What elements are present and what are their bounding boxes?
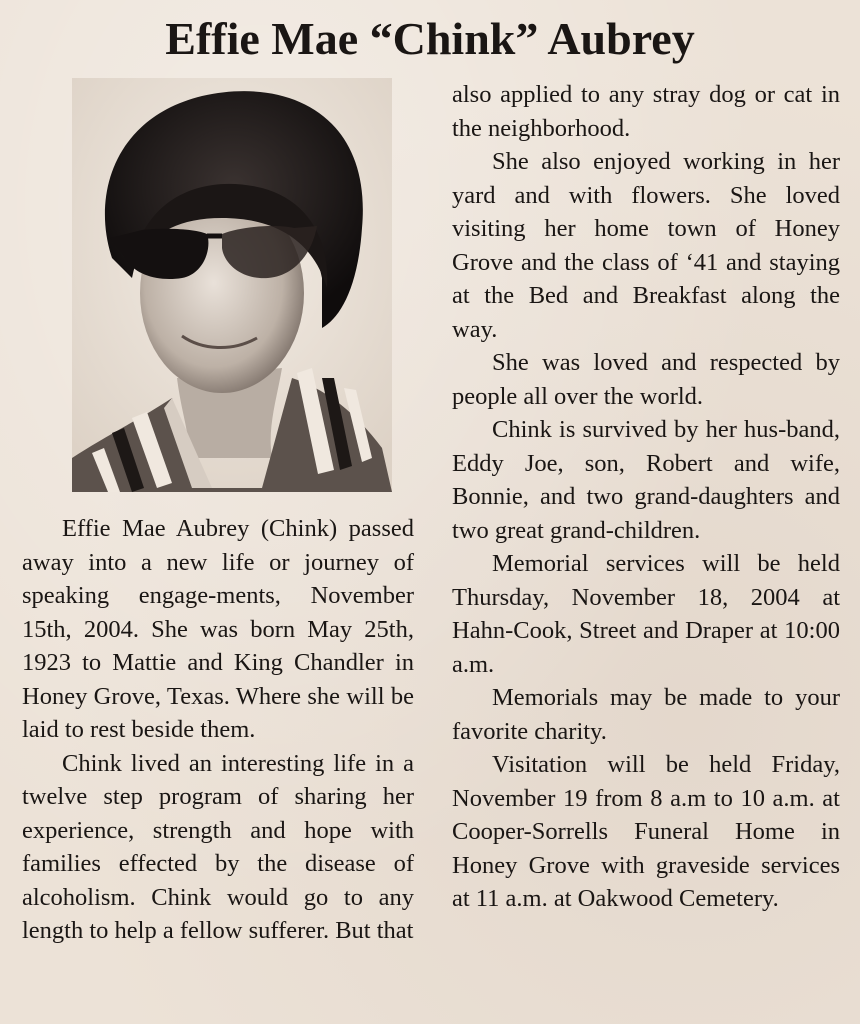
paragraph: Effie Mae Aubrey (Chink) passed away into a new life or journey of speaking engage-ments, November 15th, 2004. She was born May 25th, 1923 to Mattie and King Chandler in Honey Grove, Texas. Where she will be laid to rest beside them. [22, 515, 414, 743]
paragraph: She was loved and respected by people all over the world. [452, 349, 840, 410]
paragraph: Memorials may be made to your favorite charity. [452, 684, 840, 745]
paragraph: Chink lived an interesting life in a twelve step program of sharing her experience, strength and hope with families effected by the disease of alcoholism. Chink would go to any length to help a fellow sufferer. But that [22, 749, 414, 944]
left-column [22, 512, 414, 948]
paragraph: Visitation will be held Friday, November 19 from 8 a.m to 10 a.m. at Cooper-Sorrells Funeral Home in Honey Grove with graveside services at 11 a.m. at Oakwood Cemetery. [452, 751, 840, 912]
paragraph: She also enjoyed working in her yard and with flowers. She loved visiting her home town of Honey Grove and the class of ‘41 and staying at the Bed and Breakfast along the way. [452, 148, 840, 343]
portrait-photo [72, 78, 392, 492]
portrait-image [72, 78, 392, 492]
paragraph: Memorial services will be held Thursday, November 18, 2004 at Hahn-Cook, Street and Draper at 10:00 a.m. [452, 550, 840, 678]
right-column [452, 78, 840, 916]
obituary-title: Effie Mae “Chink” Aubrey [165, 13, 695, 64]
paragraph: Chink is survived by her hus-band, Eddy Joe, son, Robert and wife, Bonnie, and two grand-daughters and two great grand-children. [452, 416, 840, 544]
paragraph-continuation: also applied to any stray dog or cat in the neighborhood. [452, 81, 840, 142]
